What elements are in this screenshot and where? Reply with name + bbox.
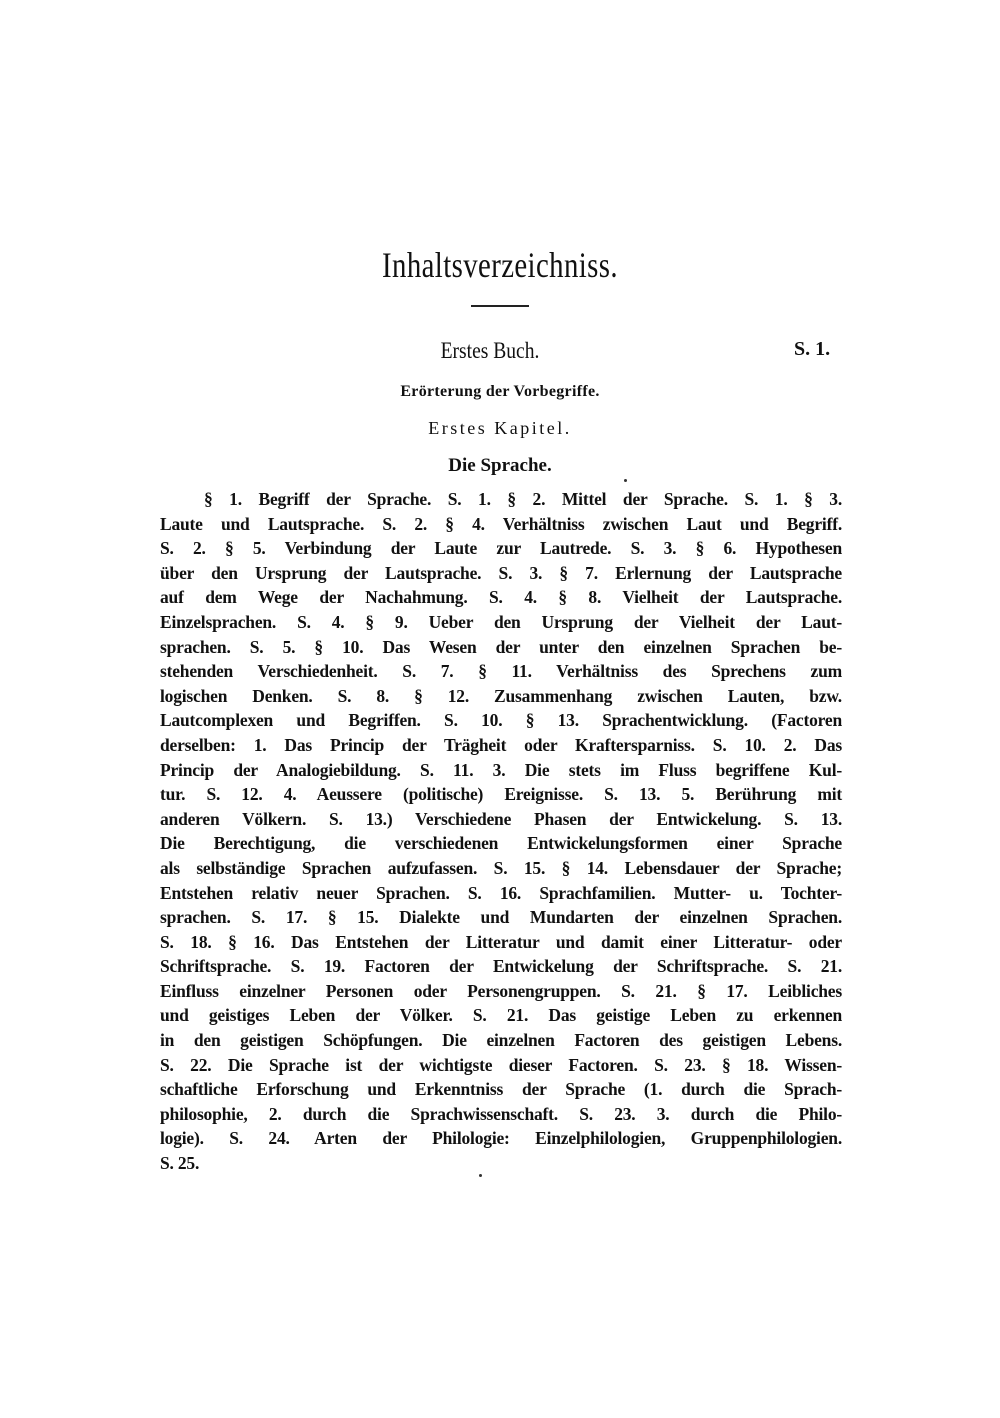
contents-paragraph [160,487,842,1176]
contents-line: S. 25. [160,1153,200,1174]
contents-line: logie). S. 24. Arten der Philologie: Einzelphilologien, Gruppenphilologien. [160,1128,842,1149]
book-heading: Erstes Buch. [440,338,540,363]
contents-line: Einfluss einzelner Personen oder Personengruppen. S. 21. § 17. Leibliches [160,980,842,1001]
contents-line: Die Berechtigung, die verschiedenen Entwickelungsformen einer Sprache [160,833,842,854]
contents-line: derselben: 1. Das Princip der Trägheit oder Kraftersparniss. S. 10. 2. Das [160,734,842,755]
contents-line: Entstehen relativ neuer Sprachen. S. 16. Sprachfamilien. Mutter- u. Tochter- [160,882,842,903]
contents-line: tur. S. 12. 4. Aeussere (politische) Ereignisse. S. 13. 5. Berührung mit [160,784,842,805]
contents-line: § 1. Begriff der Sprache. S. 1. § 2. Mittel der Sprache. S. 1. § 3. [204,489,842,509]
contents-line: sprachen. S. 17. § 15. Dialekte und Mundarten der einzelnen Sprachen. [160,907,842,928]
contents-line: Princip der Analogiebildung. S. 11. 3. Die stets im Fluss begriffene Kul- [160,759,842,780]
contents-line: S. 2. § 5. Verbindung der Laute zur Lautrede. S. 3. § 6. Hypothesen [160,538,842,559]
contents-line: Lautcomplexen und Begriffen. S. 10. § 13. Sprachentwicklung. (Factoren [160,710,842,731]
contents-line: schaftliche Erforschung und Erkenntniss der Sprache (1. durch die Sprach- [160,1079,842,1100]
title-divider [471,305,529,307]
contents-line: anderen Völkern. S. 13.) Verschiedene Phasen der Entwickelung. S. 13. [160,808,842,829]
contents-line: Einzelsprachen. S. 4. § 9. Ueber den Ursprung der Vielheit der Laut- [160,611,842,632]
print-speck [624,479,627,482]
contents-line: auf dem Wege der Nachahmung. S. 4. § 8. Vielheit der Lautsprache. [160,587,842,608]
contents-line: S. 22. Die Sprache ist der wichtigste dieser Factoren. S. 23. § 18. Wissen- [160,1054,842,1075]
chapter-heading: Erstes Kapitel. [428,418,572,438]
contents-line: als selbständige Sprachen aufzufassen. S. 15. § 14. Lebensdauer der Sprache; [160,857,842,878]
contents-line: S. 18. § 16. Das Entstehen der Litteratur und damit einer Litteratur- oder [160,931,842,952]
contents-line: Laute und Lautsprache. S. 2. § 4. Verhältniss zwischen Laut und Begriff. [160,513,842,534]
section-heading: Die Sprache. [448,455,552,476]
book-page-number: S. 1. [794,338,831,360]
book-subtitle: Erörterung der Vorbegriffe. [400,383,600,400]
contents-line: philosophie, 2. durch die Sprachwissenschaft. S. 23. 3. durch die Philo- [160,1103,842,1124]
page-title: Inhaltsverzeichniss. [382,245,618,285]
contents-line: logischen Denken. S. 8. § 12. Zusammenhang zwischen Lauten, bzw. [160,685,842,706]
contents-line: stehenden Verschiedenheit. S. 7. § 11. Verhältniss des Sprechens zum [160,661,842,682]
contents-line: sprachen. S. 5. § 10. Das Wesen der unter den einzelnen Sprachen be- [160,636,842,657]
contents-line: über den Ursprung der Lautsprache. S. 3. § 7. Erlernung der Lautsprache [160,562,842,583]
contents-line: und geistiges Leben der Völker. S. 21. Das geistige Leben zu erkennen [160,1005,842,1026]
print-speck [479,1174,482,1177]
contents-line: Schriftsprache. S. 19. Factoren der Entwickelung der Schriftsprache. S. 21. [160,956,842,977]
contents-line: in den geistigen Schöpfungen. Die einzelnen Factoren des geistigen Lebens. [160,1030,842,1051]
